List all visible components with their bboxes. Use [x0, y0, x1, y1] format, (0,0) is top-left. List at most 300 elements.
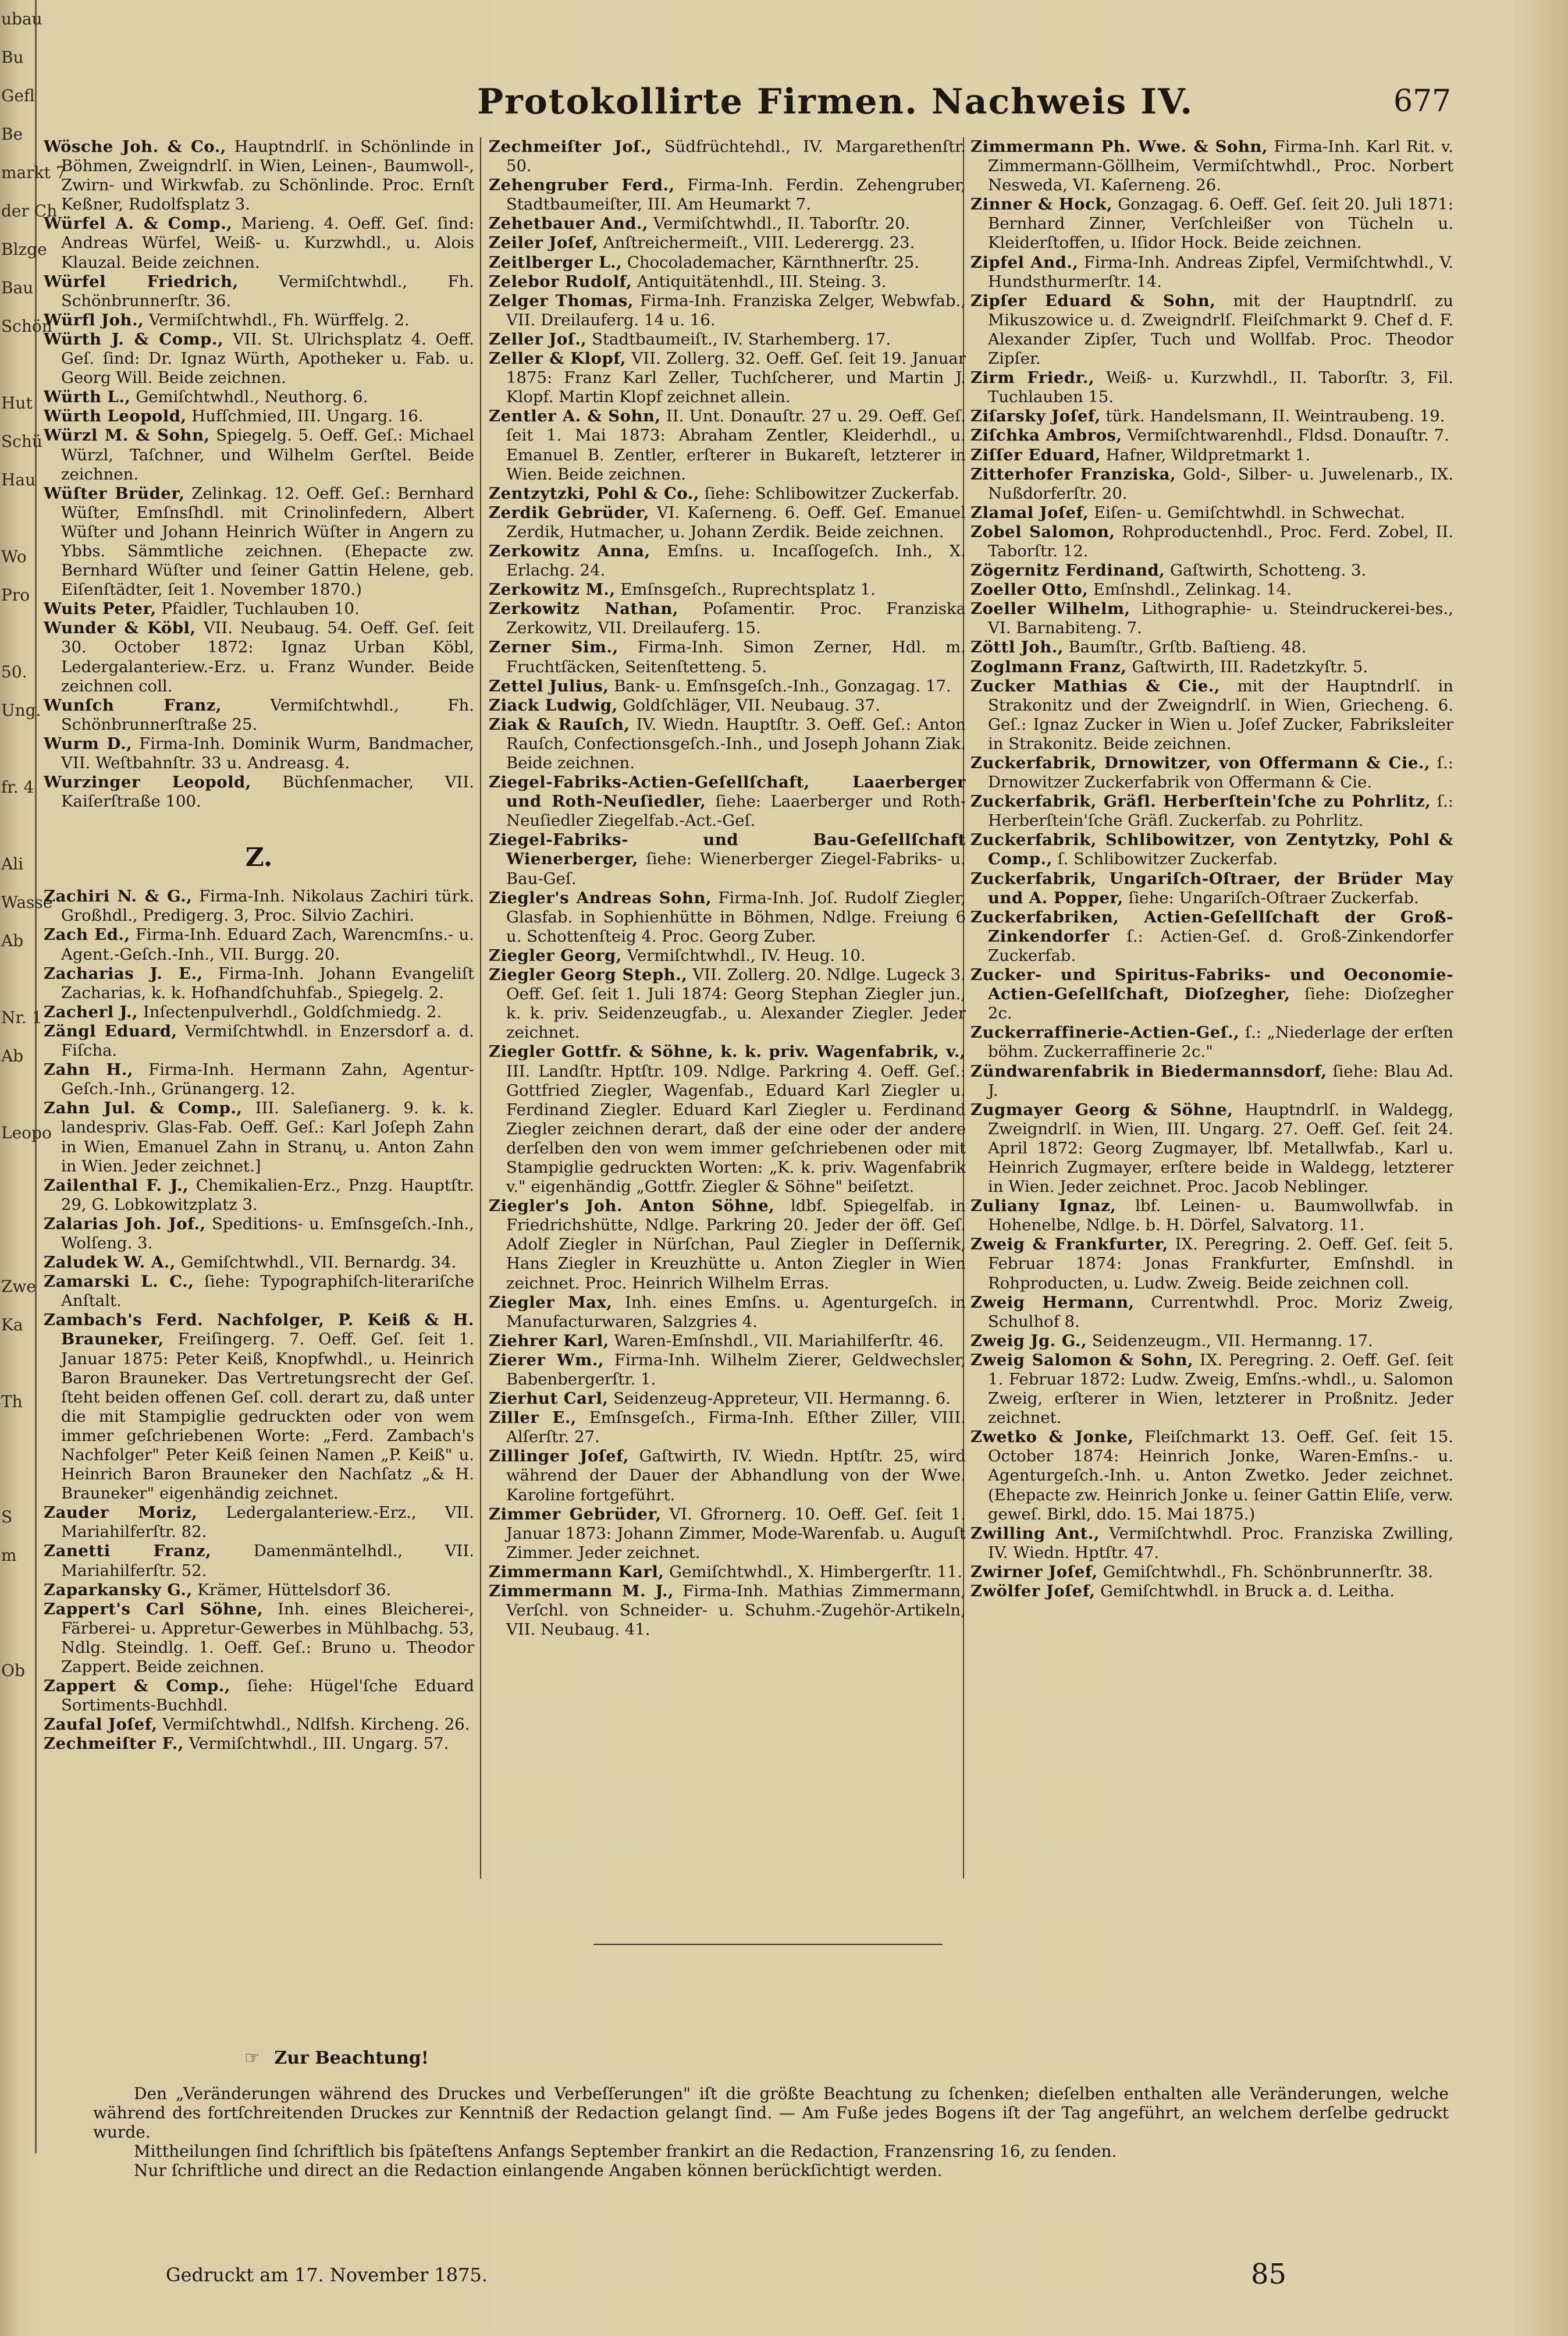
firm-details: Baumſtr., Grſtb. Baſtieng. 48. — [1063, 638, 1307, 657]
firm-details: Vermiſchtwhdl., III. Ungarg. 57. — [183, 1734, 449, 1753]
directory-entry — [970, 599, 1453, 638]
firm-name: Zinner & Hock, — [970, 195, 1113, 214]
directory-entry — [970, 1332, 1453, 1351]
firm-details: Vermiſchtwhdl., II. Taborſtr. 20. — [648, 214, 911, 233]
directory-entry — [489, 1351, 966, 1389]
firm-name: Zehengruber Ferd., — [489, 176, 675, 195]
firm-details: ſiehe: Wienerberger Ziegel-Fabriks- u. Bau-Geſ. — [506, 850, 966, 888]
firm-details: Seidenzeugm., VII. Hermanng. 17. — [1087, 1331, 1373, 1350]
directory-entry — [489, 137, 966, 176]
directory-entry — [489, 677, 966, 696]
firm-details: lbf. Leinen- u. Baumwollwfab. in Hohenelbe, Ndlge. b. H. Dörfel, Salvatorg. 11. — [988, 1197, 1453, 1235]
firm-name: Würzl M. & Sohn, — [44, 426, 210, 445]
gutter-fragment: Bau — [1, 278, 34, 297]
directory-entry — [489, 1389, 966, 1408]
section-letter: Z. — [245, 843, 273, 873]
firm-details: Ledergalanteriew.-Erz., VII. Mariahilferſtr. 82. — [61, 1503, 474, 1542]
firm-name: Ziller E., — [489, 1408, 577, 1428]
notice-paragraph: Mittheilungen ſind ſchriftlich bis ſpäteſtens Anfangs September frankirt an die Redaction, Franzensring 16, zu ſenden. — [134, 2142, 1117, 2161]
gutter-fragment: fr. 4 — [1, 778, 34, 797]
firm-name: Zucker Mathias & Cie., — [970, 676, 1220, 695]
directory-entry — [970, 908, 1453, 965]
gutter-fragment — [0, 1075, 35, 1114]
directory-entry — [489, 638, 966, 676]
firm-name: Wunſch Franz, — [44, 695, 222, 715]
firm-name: Zentler A. & Sohn, — [489, 407, 661, 426]
firm-details: Eiſen- u. Gemiſchtwhdl. in Schwechat. — [1089, 503, 1406, 522]
firm-details: Firma-Inh. Wilhelm Zierer, Geldwechsler, Babenbergerſtr. 1. — [506, 1350, 966, 1389]
firm-details: Inſectenpulverhdl., Goldſchmiedg. 2. — [138, 1002, 442, 1021]
directory-entry — [489, 773, 966, 830]
directory-entry — [970, 754, 1453, 792]
firm-details: II. Unt. Donauſtr. 27 u. 29. Oeff. Geſ. ſeit 1. Mai 1873: Abraham Zentler, Kleiderhdl., u. Emanuel B. Zentler, erſterer in Bukareſt, letzterer in Wien. Beide zeichnen. — [506, 407, 966, 484]
directory-entry — [489, 599, 966, 638]
gutter-fragment — [0, 1690, 35, 1728]
directory-entry — [489, 214, 966, 233]
directory-entry — [44, 599, 474, 619]
directory-entry — [970, 137, 1453, 195]
firm-name: Wurm D., — [44, 734, 133, 753]
firm-details: Firma-Inh. Franziska Zelger, Webwfab., VII. Dreilauferg. 14 u. 16. — [506, 291, 966, 329]
firm-name: Zoeller Otto, — [970, 580, 1089, 599]
firm-details: Vermiſchtwhdl., Fh. Schönbrunnerſtraße 25. — [61, 695, 474, 734]
firm-name: Zwölfer Joſef, — [970, 1582, 1096, 1601]
firm-details: ſ.: „Niederlage der erſten böhm. Zuckerraffinerie 2c." — [988, 1023, 1453, 1062]
firm-details: Lithographie- u. Steindruckerei-bes., VI. Barnabiteng. 7. — [988, 599, 1453, 638]
firm-details: Poſamentir. Proc. Franziska Zerkowitz, VII. Dreilauferg. 15. — [506, 599, 966, 638]
firm-details: Vermiſchtwhdl. in Enzersdorf a. d. Fiſcha. — [61, 1021, 474, 1060]
firm-name: Zierer Wm., — [489, 1350, 604, 1369]
gutter-fragment — [0, 1152, 35, 1191]
gutter-fragment — [0, 1728, 35, 1767]
firm-name: Zängl Eduard, — [44, 1021, 177, 1041]
firm-name: Zipfel And., — [970, 253, 1079, 272]
firm-name: Zweig Salomon & Sohn, — [970, 1350, 1194, 1369]
directory-entry — [970, 638, 1453, 657]
directory-entry — [970, 1235, 1453, 1293]
gutter-fragment: Ali — [1, 854, 24, 874]
directory-entry — [44, 1542, 474, 1580]
firm-name: Wuits Peter, — [44, 599, 157, 619]
firm-name: Zettel Julius, — [489, 676, 609, 695]
firm-name: Zuckerfabrik, Drnowitzer, von Offermann & Cie., — [970, 754, 1431, 772]
firm-name: Würth J. & Comp., — [44, 329, 224, 349]
firm-details: ſiehe: Schlibowitzer Zuckerfab. — [699, 484, 959, 503]
gutter-fragment: Blzge — [1, 240, 47, 259]
directory-entry — [970, 1351, 1453, 1428]
directory-entry — [44, 1253, 474, 1272]
firm-details: Vermiſchtwhdl., Fh. Würffelg. 2. — [144, 310, 410, 329]
firm-name: Zuckerfabrik, Schlibowitzer, von Zentytzky, Pohl & Comp., — [970, 830, 1453, 869]
firm-details: Vermiſchtwhdl., IV. Heug. 10. — [621, 946, 866, 965]
firm-details: III. Saleſianerg. 9. k. k. landespriv. Glas-Fab. Oeff. Geſ.: Karl Joſeph Zahn in Wien, Emanuel Zahn in Stranų, u. Anton Zahn in Wien. Jeder zeichnet.] — [61, 1099, 474, 1176]
firm-name: Zappert & Comp., — [44, 1677, 230, 1696]
directory-entry — [489, 407, 966, 484]
firm-details: Firma-Inh. Johann Evangeliſt Zacharias, k. k. Hofhandſchuhfab., Spiegelg. 2. — [61, 964, 474, 1002]
firm-name: Zimmer Gebrüder, — [489, 1504, 662, 1524]
gutter-fragment: Ob — [1, 1661, 25, 1680]
directory-entry — [489, 1042, 966, 1197]
firm-details: Inh. eines Bleicherei-, Färberei- u. Appretur-Gewerbes in Mühlbachg. 53, Ndlg. Steindlg. 1. Oeff. Geſ.: Bruno u. Theodor Zappert. Beide zeichnen. — [61, 1599, 474, 1677]
firm-details: Firma-Inh. Mathias Zimmermann, Verſchl. von Schneider- u. Schuhm.-Zugehör-Artikeln, VII. Neubaug. 41. — [506, 1582, 966, 1639]
directory-entry — [489, 1505, 966, 1563]
firm-details: ſiehe: Blau Ad. J. — [988, 1062, 1453, 1100]
firm-name: Zillinger Joſef, — [489, 1447, 629, 1466]
firm-details: Gemiſchtwhdl., X. Himbergerſtr. 11. — [664, 1562, 963, 1581]
firm-details: Rohproductenhdl., Proc. Ferd. Zobel, II. Taborſtr. 12. — [988, 522, 1453, 560]
gutter-fragment: Be — [1, 125, 23, 144]
directory-entry — [44, 1060, 474, 1099]
firm-details: ſ.: Actien-Geſ. d. Groß-Zinkendorfer Zuckerfab. — [988, 926, 1453, 965]
firm-name: Ziak & Rauſch, — [489, 715, 630, 734]
directory-entry — [44, 1099, 474, 1176]
directory-entry — [489, 830, 966, 888]
firm-name: Zoeller Wilhelm, — [970, 599, 1130, 619]
column-1 — [44, 137, 474, 1754]
directory-entry — [970, 1197, 1453, 1235]
firm-name: Zappert's Carl Söhne, — [44, 1599, 264, 1618]
directory-entry — [44, 330, 474, 388]
firm-details: VI. Gfrornerg. 10. Oeff. Geſ. ſeit 1. Januar 1873: Johann Zimmer, Mode-Warenfab. u. Auguſt Zimmer. Jeder zeichnet. — [506, 1504, 966, 1562]
firm-name: Zehetbauer And., — [489, 214, 649, 233]
firm-name: Ziegel-Fabriks-Actien-Geſellſchaft, Laaerberger und Roth-Neuſiedler, — [489, 773, 966, 811]
firm-details: Hauptndrlſ. in Schönlinde in Böhmen, Zweigndrlſ. in Wien, Leinen-, Baumwoll-, Zwirn- und Wirkwfab. zu Schönlinde. Proc. Ernſt Keßner, Rudolfsplatz 3. — [61, 137, 474, 214]
firm-name: Zeitlberger L., — [489, 253, 623, 272]
directory-entry — [970, 658, 1453, 677]
firm-name: Zucker- und Spiritus-Fabriks- und Oeconomie-Actien-Geſellſchaft, Dioſzegher, — [970, 965, 1453, 1004]
firm-name: Zweig & Frankfurter, — [970, 1235, 1168, 1254]
directory-entry — [970, 1563, 1453, 1582]
left-gutter-fragment — [0, 0, 66, 2153]
firm-details: Vermiſchtwarenhdl., Fldsd. Donauſtr. 7. — [1122, 426, 1449, 445]
firm-name: Ziegler Gottfr. & Söhne, k. k. priv. Wagenfabrik, v., — [489, 1042, 966, 1062]
directory-entry — [489, 965, 966, 1042]
directory-entry — [489, 1293, 966, 1332]
gutter-fragment: Leopo — [1, 1123, 52, 1142]
gutter-fragment: Wo — [1, 547, 27, 566]
firm-details: ſiehe: Hügel'ſche Eduard Sortiments-Buchhdl. — [61, 1677, 475, 1715]
directory-entry — [489, 1332, 966, 1351]
firm-details: Bank- u. Emſnsgeſch.-Inh., Gonzagag. 17. — [609, 676, 951, 695]
firm-details: IV. Wiedn. Hauptſtr. 3. Oeff. Geſ.: Anton Rauſch, Confectionsgeſch.-Inh., und Joseph Johann Ziak. Beide zeichnen. — [506, 715, 966, 772]
firm-details: Firma-Inh. Hermann Zahn, Agentur-Geſch.-Inh., Grünangerg. 12. — [61, 1060, 475, 1099]
firm-details: Seidenzeug-Appreteur, VII. Hermanng. 6. — [608, 1389, 951, 1408]
firm-name: Zipſer Eduard & Sohn, — [970, 291, 1216, 310]
firm-name: Wurzinger Leopold, — [44, 773, 251, 792]
gutter-fragment: Hau — [1, 470, 36, 489]
firm-name: Zelebor Rudolf, — [489, 272, 632, 291]
firm-name: Zwetko & Jonke, — [970, 1428, 1134, 1447]
firm-name: Zuckerfabriken, Actien-Geſellſchaft der Groß-Zinkendorfer — [970, 907, 1453, 946]
firm-details: türk. Handelsmann, II. Weintraubeng. 19. — [1100, 407, 1445, 426]
firm-name: Zoglmann Franz, — [970, 657, 1127, 676]
firm-name: Zuliany Ignaz, — [970, 1197, 1117, 1216]
firm-details: Emſnshdl., Zelinkag. 14. — [1088, 580, 1292, 599]
firm-name: Zachiri N. & G., — [44, 887, 193, 906]
directory-entry — [44, 1734, 474, 1753]
directory-entry — [44, 426, 474, 484]
firm-details: Spiegelg. 5. Oeff. Geſ.: Michael Würzl, Taſchner, und Wilhelm Gerſtel. Beide zeichnen. — [61, 426, 474, 484]
firm-name: Zuckerfabrik, Ungariſch-Oſtraer, der Brüder May und A. Popper, — [970, 869, 1453, 907]
print-date: Gedruckt am 17. November 1875. — [166, 2264, 488, 2286]
firm-details: Krämer, Hüttelsdorf 36. — [192, 1580, 392, 1599]
directory-entry — [489, 889, 966, 946]
directory-entry — [44, 214, 474, 272]
directory-entry — [970, 965, 1453, 1023]
directory-entry — [970, 1293, 1453, 1332]
firm-name: Zechmeiſter Joſ., — [489, 137, 652, 156]
firm-details: Firma-Inh. Ferdin. Zehengruber, Stadtbaumeiſter, III. Am Heumarkt 7. — [506, 176, 966, 214]
gutter-fragment — [0, 1191, 35, 1229]
firm-name: Ziehrer Karl, — [489, 1331, 609, 1350]
firm-details: Inh. eines Emſns. u. Agenturgeſch. in Manufacturwaren, Salzgries 4. — [506, 1293, 966, 1331]
directory-entry — [970, 253, 1453, 292]
firm-details: ſ. Schlibowitzer Zuckerfab. — [1052, 850, 1278, 869]
gutter-fragment: Pro — [1, 585, 30, 605]
firm-details: Vermiſchtwhdl. Proc. Franziska Zwilling, IV. Wiedn. Hptſtr. 47. — [988, 1524, 1453, 1562]
firm-details: Gold-, Silber- u. Juwelenarb., IX. Nußdorferſtr. 20. — [988, 464, 1453, 503]
gutter-fragment — [0, 346, 35, 384]
firm-details: Büchſenmacher, VII. Kaiſerſtraße 100. — [61, 773, 475, 811]
firm-name: Zamarski L. C., — [44, 1272, 194, 1291]
firm-details: Firma-Inh. Dominik Wurm, Bandmacher, VII. Weſtbahnſtr. 33 u. Andreasg. 4. — [61, 734, 474, 772]
firm-name: Ziſchka Ambros, — [970, 426, 1122, 445]
directory-entry — [489, 349, 966, 407]
directory-entry — [489, 542, 966, 580]
notice-heading — [93, 2049, 1449, 2068]
directory-entry — [44, 773, 474, 811]
firm-name: Zirm Friedr., — [970, 368, 1095, 388]
directory-entry — [970, 523, 1453, 561]
firm-name: Ziegler Max, — [489, 1293, 613, 1312]
gutter-fragment: Ung. — [1, 701, 41, 720]
firm-details: Damenmäntelhdl., VII. Mariahilferſtr. 52. — [61, 1542, 474, 1580]
firm-name: Zambach's Ferd. Nachfolger, P. Keiß & H. Brauneker, — [44, 1311, 474, 1349]
firm-name: Ziſſer Eduard, — [970, 445, 1101, 464]
gutter-fragment — [0, 1575, 35, 1613]
page-number: 677 — [1393, 84, 1452, 119]
firm-details: mit der Hauptndrlſ. zu Mikuszowice u. d. Zweigndrlſ. Fleiſchmarkt 9. Chef d. F. Alexander Zipſer, Tuch und Wollfab. Proc. Theodor Zipſer. — [988, 291, 1453, 368]
firm-name: Zwilling Ant., — [970, 1524, 1100, 1543]
gutter-fragment: m — [1, 1546, 17, 1565]
directory-entry — [970, 195, 1453, 253]
firm-name: Zach Ed., — [44, 925, 130, 945]
directory-entry — [44, 1022, 474, 1060]
directory-entry — [44, 1003, 474, 1022]
firm-name: Würfel Friedrich, — [44, 272, 239, 291]
directory-entry — [970, 792, 1453, 830]
firm-details: IX. Peregring. 2. Oeff. Geſ. ſeit 5. Februar 1874: Jonas Frankfurter, Emſnshdl. in Rohproducten, u. Ludw. Zweig. Beide zeichnen coll. — [988, 1235, 1453, 1293]
firm-details: ſ.: Drnowitzer Zuckerfabrik von Offermann & Cie. — [988, 754, 1453, 792]
firm-details: Goldſchläger, VII. Neubaug. 37. — [617, 695, 880, 715]
firm-details: Gemiſchtwhdl., Neuthorg. 6. — [130, 388, 368, 407]
firm-details: III. Landſtr. Hptſtr. 109. Ndlge. Parkring 4. Oeff. Geſ.: Gottfried Ziegler, Wagenfab., Eduard Karl Ziegler u. Ferdinand Ziegler. Eduard Karl Ziegler u. Ferdinand Ziegler zeichnen derart, daß der eine oder der andere derſelben den von wem immer geſchriebenen oder mit Stampiglie gedruckten Worten: „K. k. priv. Wagenfabrik v." eigenhändig „Gottfr. Ziegler & Söhne" beiſetzt. — [506, 1062, 966, 1197]
directory-entry — [489, 1582, 966, 1639]
gutter-fragment: Schü — [1, 432, 42, 451]
firm-details: ldbf. Spiegelfab. in Friedrichshütte, Ndlge. Parkring 20. Jeder der öff. Geſ. Adolf Ziegler in Nürſchan, Paul Ziegler in Deſſernik, Hans Ziegler in Kreuzhütte u. Anton Ziegler in Wien zeichnet. Proc. Heinrich Wilhelm Erras. — [506, 1197, 966, 1293]
directory-entry — [44, 1215, 474, 1253]
firm-name: Zerkowitz Nathan, — [489, 599, 679, 619]
notice-heading-text: Zur Beachtung! — [274, 2048, 429, 2068]
gutter-fragment — [0, 1229, 35, 1268]
firm-name: Zaufal Joſef, — [44, 1715, 158, 1734]
gutter-fragment — [0, 960, 35, 999]
firm-name: Zwirner Joſef, — [970, 1562, 1098, 1581]
firm-name: Würth L., — [44, 388, 131, 407]
firm-name: Zuckerraffinerie-Actien-Geſ., — [970, 1023, 1240, 1042]
firm-name: Zweig Hermann, — [970, 1293, 1135, 1312]
page-header — [0, 81, 1568, 128]
firm-details: Fleiſchmarkt 13. Oeff. Geſ. ſeit 15. October 1874: Heinrich Jonke, Waren-Emſns.- u. Agenturgeſch.-Inh. u. Anton Zwetko. Jeder zeichnet. (Ehepacte zw. Heinrich Jonke u. ſeiner Gattin Eliſe, verw. geweſ. Birkl, ddo. 15. Mai 1875.) — [988, 1428, 1453, 1524]
firm-details: Südfrüchtehdl., IV. Margarethenſtr. 50. — [506, 137, 966, 176]
firm-details: ſiehe: Typographiſch-literariſche Anſtalt. — [61, 1272, 474, 1311]
firm-name: Wösche Joh. & Co., — [44, 137, 226, 156]
firm-name: Ziack Ludwig, — [489, 695, 618, 715]
directory-entry — [970, 1428, 1453, 1524]
firm-name: Zündwarenfabrik in Biedermannsdorf, — [970, 1062, 1327, 1081]
gutter-fragment: Nr. 1 — [1, 1008, 42, 1027]
notice — [93, 2049, 1449, 2180]
directory-entry — [489, 272, 966, 292]
firm-name: Ziegler Georg, — [489, 946, 622, 965]
firm-details: Gaſtwirth, IV. Wiedn. Hptſtr. 25, wird während der Dauer der Abhandlung von der Wwe. Karoline fortgeführt. — [506, 1447, 966, 1504]
directory-entry — [44, 1677, 474, 1715]
gutter-fragment — [0, 1805, 35, 1844]
firm-details: ſiehe: Ungariſch-Oſtraer Zuckerfab. — [1123, 888, 1419, 907]
firm-details: VII. Zollerg. 32. Oeff. Geſ. ſeit 19. Januar 1875: Franz Karl Zeller, Tuchſcherer, und Martin J. Klopf. Martin Klopf zeichnet allein. — [506, 349, 966, 407]
firm-name: Zweig Jg. G., — [970, 1331, 1087, 1350]
firm-details: VII. Zollerg. 20. Ndlge. Lugeck 3. Oeff. Geſ. ſeit 1. Juli 1874: Georg Stephan Ziegler jun., k. k. priv. Seidenzeugfab., u. Alexander Ziegler. Jeder zeichnet. — [506, 965, 966, 1042]
firm-name: Zerkowitz M., — [489, 580, 616, 599]
firm-name: Zeller Joſ., — [489, 329, 587, 349]
directory-entry — [44, 964, 474, 1003]
gutter-fragment — [0, 1421, 35, 1460]
notice-paragraph: Den „Veränderungen während des Druckes und Verbeſſerungen" iſt die größte Beachtung zu ſchenken; dieſelben enthalten alle Veränderungen, welche während des fortſchreitenden Druckes zur Kenntniß der Redaction gelangt ſind. — Am Fuße jedes Bogens iſt der Tag angeführt, an welchem derſelbe gedruckt wurde. — [93, 2084, 1449, 2142]
column-2 — [489, 137, 966, 1639]
directory-entry — [970, 446, 1453, 465]
firm-name: Zlamal Joſef, — [970, 503, 1089, 522]
gutter-fragment — [0, 1959, 35, 1997]
firm-details: Gemiſchtwhdl., VII. Bernardg. 34. — [175, 1253, 457, 1272]
gutter-fragment: Ab — [1, 1046, 24, 1066]
directory-entry — [44, 272, 474, 311]
firm-name: Zahn H., — [44, 1060, 133, 1080]
firm-details: Hauptndrlſ. in Waldegg, Zweigndrlſ. in Wien, III. Ungarg. 27. Oeff. Geſ. ſeit 24. April 1872: Georg Zugmayer, lbf. Metallwfab., Karl u. Heinrich Zugmayer, erſtere beide in Waldegg, letzterer in Wien. Jeder zeichnet. Proc. Jacob Neblinger. — [988, 1100, 1454, 1197]
directory-entry — [489, 580, 966, 599]
firm-details: Hafner, Wildpretmarkt 1. — [1101, 445, 1311, 464]
firm-name: Ziegel-Fabriks- und Bau-Geſellſchaft Wienerberger, — [489, 830, 966, 869]
directory-entry — [970, 292, 1453, 368]
page-title: Protokollirte Firmen. Nachweis IV. — [477, 81, 1194, 122]
firm-name: Zerner Sim., — [489, 638, 618, 657]
gutter-fragment: Gefl — [1, 86, 35, 105]
directory-entry — [44, 311, 474, 330]
directory-entry — [489, 330, 966, 349]
gutter-fragment — [0, 499, 35, 538]
directory-entry — [489, 696, 966, 715]
directory-entry — [44, 484, 474, 600]
gutter-fragment: markt 7 — [1, 163, 66, 182]
firm-name: Zöttl Joh., — [970, 638, 1064, 657]
gutter-fragment — [0, 1844, 35, 1882]
firm-details: Pfaidler, Tuchlauben 10. — [156, 599, 360, 619]
firm-details: VII. Neubaug. 54. Oeff. Geſ. ſeit 30. October 1872: Ignaz Urban Köbl, Ledergalanteriew.-Erz. u. Franz Wunder. Beide zeichnen coll. — [61, 619, 474, 695]
firm-name: Zögernitz Ferdinand, — [970, 561, 1165, 580]
firm-details: Emſnsgeſch., Ruprechtsplatz 1. — [615, 580, 876, 599]
firm-details: mit der Hauptndrlſ. in Strakonitz und der Zweigndrlſ. in Wien, Griecheng. 6. Geſ.: Ignaz Zucker in Wien u. Joſef Zucker, Fabriksleiter in Strakonitz. Beide zeichnen. — [988, 676, 1453, 753]
notice-paragraph: Nur ſchriftliche und direct an die Redaction einlangende Angaben können berückſichtigt werden. — [134, 2161, 943, 2180]
firm-name: Zobel Salomon, — [970, 522, 1115, 541]
directory-entry — [44, 619, 474, 695]
firm-details: Firma-Inh. Joſ. Rudolf Ziegler, Glasfab. in Sophienhütte in Böhmen, Ndlge. Freiung 6 u. Schottenſteig 4. Proc. Georg Zuber. — [506, 888, 966, 946]
firm-details: Marieng. 4. Oeff. Geſ. ſind: Andreas Würfel, Weiß- u. Kurzwhdl., u. Alois Klauzal. Beide zeichnen. — [61, 214, 474, 272]
divider — [593, 1944, 943, 1945]
column-3 — [970, 137, 1453, 1601]
directory-entry — [44, 407, 474, 426]
directory-entry — [44, 1503, 474, 1542]
firm-details: Firma-Inh. Andreas Zipfel, Vermiſchtwhdl., V. Hundsthurmerſtr. 14. — [988, 253, 1453, 291]
directory-entry — [970, 869, 1453, 908]
firm-name: Wunder & Köbl, — [44, 619, 196, 638]
directory-entry — [44, 1272, 474, 1311]
firm-name: Ziegler's Joh. Anton Söhne, — [489, 1197, 775, 1216]
firm-details: Gemiſchtwhdl., Fh. Schönbrunnerſtr. 38. — [1097, 1562, 1434, 1581]
gutter-fragment: der Ch — [1, 201, 58, 221]
firm-details: Firma-Inh. Simon Zerner, Hdl. m. Fruchtſäcken, Seitenſtetteng. 5. — [506, 638, 966, 676]
firm-details: VI. Kaſerneng. 6. Oeff. Geſ. Emanuel Zerdik, Hutmacher, u. Johann Zerdik. Beide zeichnen. — [506, 503, 966, 541]
firm-name: Zuckerfabrik, Gräfl. Herberſtein'ſche zu Pohrlitz, — [970, 792, 1431, 811]
gutter-fragment: Zwe — [1, 1277, 36, 1296]
firm-details: Hufſchmied, III. Ungarg. 16. — [186, 407, 424, 426]
directory-entry — [44, 1600, 474, 1677]
directory-entry — [970, 580, 1453, 599]
directory-entry — [44, 1581, 474, 1600]
firm-details: Vermiſchtwhdl., Fh. Schönbrunnerſtr. 36. — [61, 272, 474, 310]
firm-details: Weiß- u. Kurzwhdl., II. Taborſtr. 3, Fil. Tuchlauben 15. — [988, 368, 1454, 407]
firm-details: Gaſtwirth, III. Radetzkyſtr. 5. — [1126, 657, 1368, 676]
directory-entry — [44, 1176, 474, 1215]
gutter-fragment — [0, 1920, 35, 1959]
directory-entry — [489, 176, 966, 214]
directory-entry — [44, 388, 474, 407]
firm-name: Zeller & Klopf, — [489, 349, 626, 368]
gutter-fragment: Hut — [1, 393, 33, 413]
firm-details: Firma-Inh. Karl Rit. v. Zimmermann-Göllheim, Vermiſchtwhdl., Proc. Norbert Nesweda, VI. Kaſerneng. 26. — [988, 137, 1453, 195]
firm-name: Zacherl J., — [44, 1002, 138, 1021]
firm-name: Zailenthal F. J., — [44, 1176, 189, 1195]
firm-name: Zauder Moriz, — [44, 1503, 198, 1522]
directory-entry — [489, 1563, 966, 1582]
firm-details: Gonzagag. 6. Oeff. Geſ. ſeit 20. Juli 1871: Bernhard Zinner, Verſchleißer von Tücheln u. Kleiderſtoffen, u. Iſidor Hock. Beide zeichnen. — [988, 195, 1453, 253]
firm-name: Ziegler Georg Steph., — [489, 965, 688, 985]
firm-details: Emſns. u. Incaſſogeſch. Inh., X. Erlachg. 24. — [506, 541, 966, 580]
gutter-fragment: Ka — [1, 1315, 23, 1334]
firm-details: Chocolademacher, Kärnthnerſtr. 25. — [622, 253, 919, 272]
directory-entry — [489, 292, 966, 330]
directory-entry — [44, 1311, 474, 1503]
column-rule — [480, 137, 481, 1879]
firm-name: Zahn Jul. & Comp., — [44, 1099, 243, 1118]
gutter-fragment — [0, 807, 35, 845]
directory-entry — [970, 426, 1453, 445]
firm-name: Zentzytzki, Pohl & Co., — [489, 484, 699, 503]
firm-name: Zeiler Joſef, — [489, 233, 599, 253]
firm-details: Zelinkag. 12. Oeff. Geſ.: Bernhard Wüſter, Emſnsſhdl. mit Crinolinfedern, Albert Wüſter und Johann Heinrich Wüſter in Angern zu Ybbs. Sämmtliche zeichnen. (Ehepacte zw. Bernhard Wüſter und ſeiner Gattin Helene, geb. Eiſenſtädter, ſeit 1. November 1870.) — [61, 484, 474, 599]
directory-entry — [970, 1524, 1453, 1563]
firm-name: Zaparkansky G., — [44, 1580, 193, 1599]
directory-entry — [489, 1408, 966, 1447]
firm-name: Zalarias Joh. Jof., — [44, 1214, 206, 1233]
